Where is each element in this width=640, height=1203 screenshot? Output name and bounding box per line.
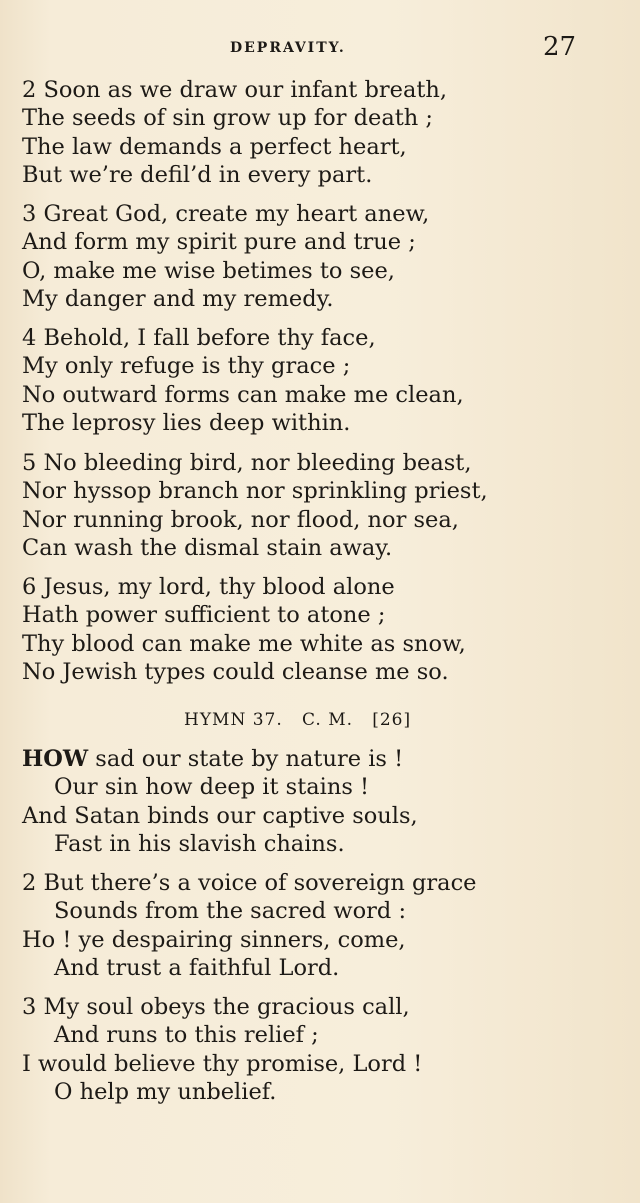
stanza-prev-4 — [22, 324, 622, 437]
verse-line: And runs to this relief ; — [54, 1022, 319, 1049]
stanza-prev-2 — [22, 76, 622, 189]
verse-line: Nor hyssop branch nor sprinkling priest, — [22, 478, 488, 505]
verse-line: Our sin how deep it stains ! — [54, 774, 370, 801]
verse-line: O, make me wise betimes to see, — [22, 257, 395, 284]
verse-line: 2 But there’s a voice of sovereign grace — [22, 870, 477, 896]
stanza-hymn-3 — [22, 993, 622, 1106]
verse-line: 6 Jesus, my lord, thy blood alone — [22, 574, 395, 600]
stanza-hymn-1 — [22, 745, 622, 858]
stanza-prev-5 — [22, 449, 622, 562]
verse-line: 3 Great God, create my heart anew, — [22, 201, 430, 227]
running-head: DEPRAVITY. — [230, 40, 346, 56]
verse-line: My danger and my remedy. — [22, 285, 334, 312]
stanza-prev-6 — [22, 573, 622, 686]
verse-line: Sounds from the sacred word : — [54, 898, 407, 925]
verse-line: I would believe thy promise, Lord ! — [22, 1050, 423, 1077]
verse-line: Nor running brook, nor flood, nor sea, — [22, 506, 459, 533]
verse-line: But we’re defil’d in every part. — [22, 161, 373, 188]
hymn-first-word: HOW — [22, 746, 89, 772]
verse-line: 2 Soon as we draw our infant breath, — [22, 77, 448, 103]
verse-line: My only refuge is thy grace ; — [22, 353, 351, 380]
verse-line-first — [22, 745, 622, 773]
page-number: 27 — [543, 32, 577, 62]
stanza-prev-3 — [22, 200, 622, 313]
verse-line: Ho ! ye despairing sinners, come, — [22, 926, 406, 953]
verse-line-rest: sad our state by nature is ! — [88, 746, 404, 772]
verse-line: And Satan binds our captive souls, — [22, 802, 418, 829]
hymn-heading: HYMN 37. C. M. [26] — [184, 710, 412, 730]
verse-line: 3 My soul obeys the gracious call, — [22, 994, 410, 1020]
verse-line: No Jewish types could cleanse me so. — [22, 658, 449, 685]
verse-line: 4 Behold, I fall before thy face, — [22, 325, 376, 351]
verse-line: And form my spirit pure and true ; — [22, 229, 416, 256]
verse-line: Hath power sufficient to atone ; — [22, 602, 386, 629]
verse-line: 5 No bleeding bird, nor bleeding beast, — [22, 450, 472, 476]
verse-line: Fast in his slavish chains. — [54, 830, 345, 857]
verse-line: The leprosy lies deep within. — [22, 409, 351, 436]
verse-line: And trust a faithful Lord. — [54, 954, 340, 981]
verse-line: Can wash the dismal stain away. — [22, 534, 393, 561]
verse-line: The law demands a perfect heart, — [22, 133, 407, 160]
verse-line: Thy blood can make me white as snow, — [22, 630, 466, 657]
verse-line: O help my unbelief. — [54, 1078, 277, 1105]
stanza-hymn-2 — [22, 869, 622, 982]
verse-line: The seeds of sin grow up for death ; — [22, 105, 433, 132]
verse-line: No outward forms can make me clean, — [22, 381, 464, 408]
